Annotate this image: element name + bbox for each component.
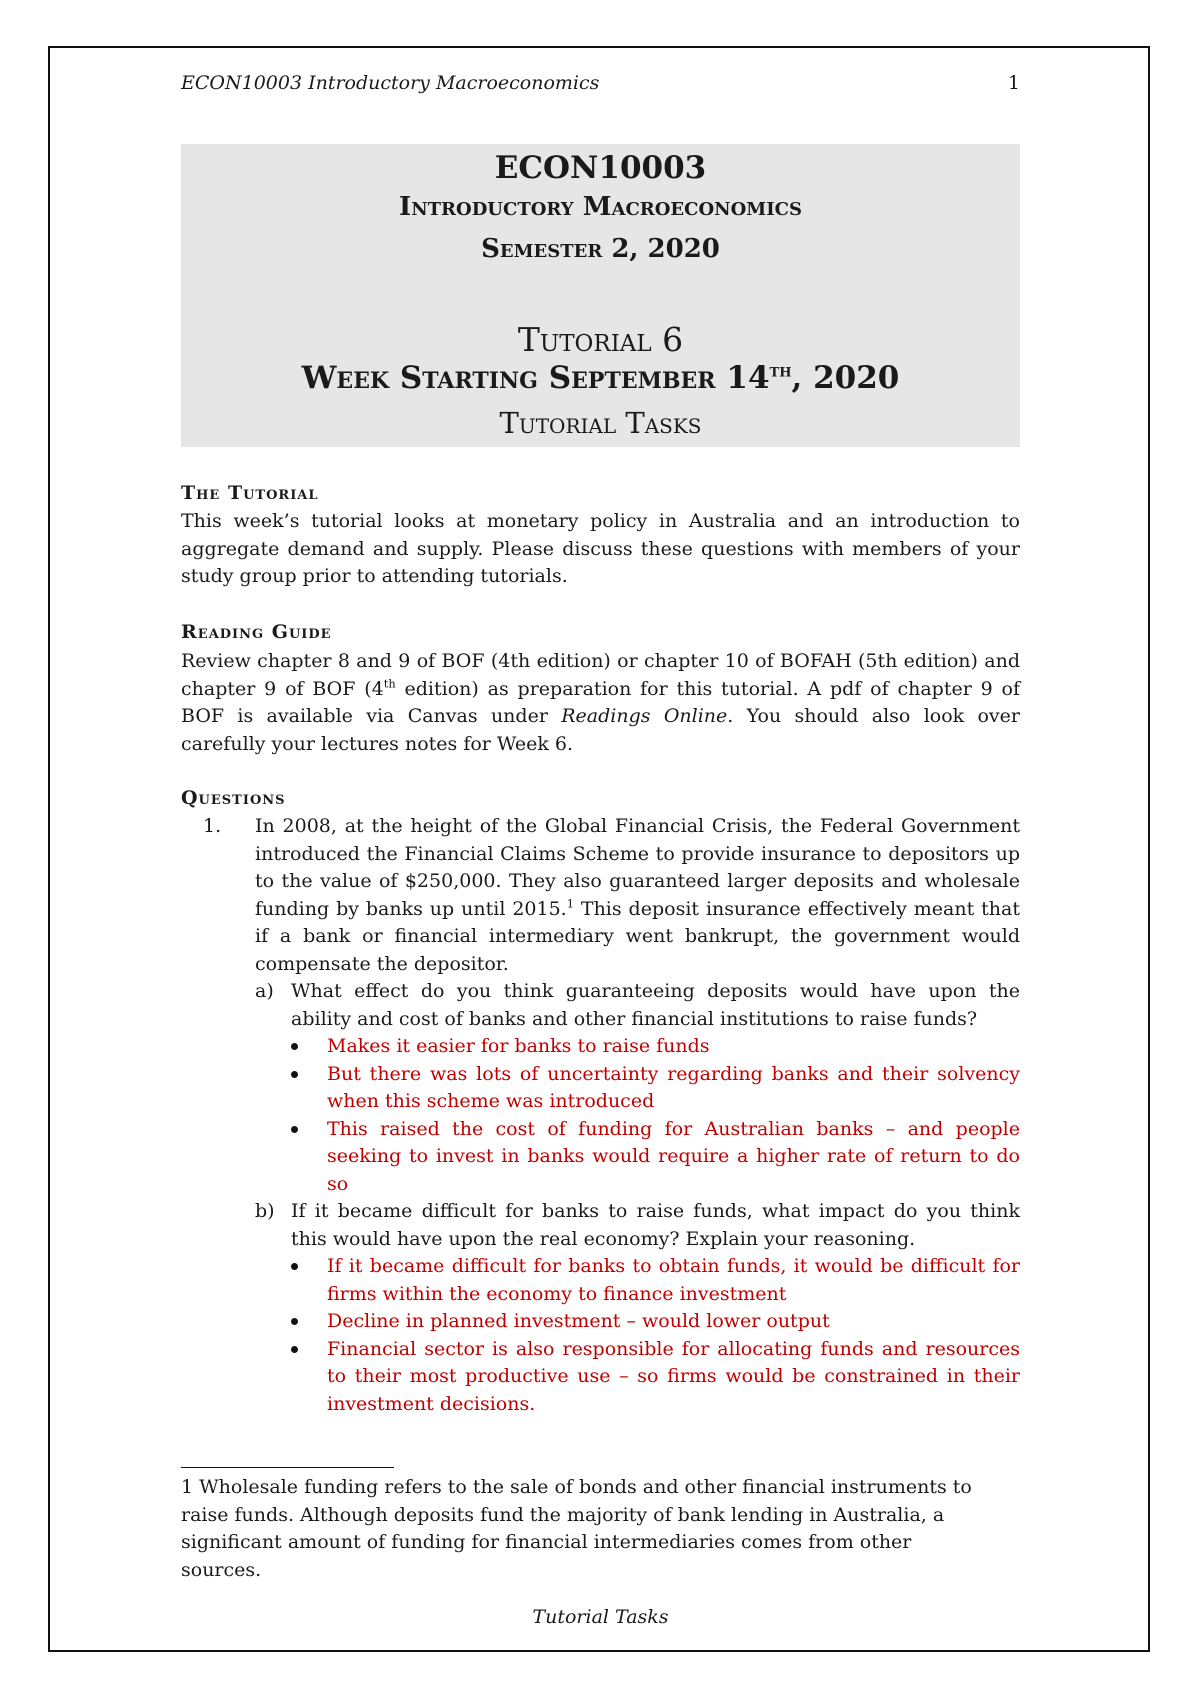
- footnote: 1 Wholesale funding refers to the sale of bonds and other financial instruments to raise funds. Although deposits fund the majority of bank lending in Australia, a significant amount of funding for financial intermediaries comes from other sources.: [181, 1476, 972, 1581]
- answer-item: [327, 1116, 1020, 1199]
- course-code: ECON10003: [494, 150, 707, 186]
- bullet-icon: [291, 1346, 298, 1353]
- week-sup: th: [769, 360, 792, 382]
- week-suffix: , 2020: [791, 360, 900, 396]
- running-footer: Tutorial Tasks: [532, 1606, 669, 1628]
- question-1: [181, 813, 1020, 1418]
- question-1a-text: What effect do you think guaranteeing deposits would have upon the ability and cost of banks and other financial institutions to raise funds?: [291, 980, 1020, 1030]
- answer-text: If it became difficult for banks to obtain funds, it would be difficult for firms within the economy to finance investment: [327, 1255, 1020, 1305]
- answer-text: But there was lots of uncertainty regarding banks and their solvency when this scheme was introduced: [327, 1062, 1020, 1112]
- title-box: [181, 144, 1020, 447]
- running-header-title: ECON10003 Introductory Macroeconomics: [181, 72, 600, 94]
- reading-guide-sup: th: [383, 676, 396, 691]
- week-prefix: Week Starting September 14: [301, 360, 770, 396]
- answer-item: [327, 1308, 1020, 1336]
- question-1b-text: If it became difficult for banks to raise funds, what impact do you think this would have upon the real economy? Explain your reasoning.: [291, 1200, 1020, 1250]
- answer-text: Financial sector is also responsible for allocating funds and resources to their most productive use – so firms would be constrained in their investment decisions.: [327, 1337, 1020, 1415]
- running-header: [181, 72, 1020, 94]
- tutorial-number: Tutorial 6: [517, 320, 684, 359]
- question-1a-label: a): [255, 980, 274, 1002]
- answer-item: [327, 1336, 1020, 1419]
- reading-guide-body: [181, 648, 1020, 758]
- course-name: Introductory Macroeconomics: [399, 192, 802, 222]
- question-1-number: 1.: [203, 815, 222, 837]
- reading-guide-part2: edition) as preparation for this tutorial. A pdf of chapter 9 of BOF is available via Canvas under: [181, 677, 1021, 727]
- answer-item: [327, 1061, 1020, 1116]
- question-1a: [255, 978, 1020, 1198]
- answer-text: Makes it easier for banks to raise funds: [327, 1035, 710, 1057]
- bullet-icon: [291, 1263, 298, 1270]
- questions-heading: Questions: [181, 787, 286, 809]
- bullet-icon: [291, 1126, 298, 1133]
- readings-online: Readings Online: [561, 705, 728, 727]
- reading-guide-part3: . You should also look over carefully your lectures notes for Week 6.: [181, 705, 1020, 755]
- page-number: 1: [1007, 72, 1020, 94]
- bullet-icon: [291, 1318, 298, 1325]
- reading-guide-heading: Reading Guide: [181, 621, 332, 643]
- bullet-icon: [291, 1071, 298, 1078]
- question-1-text: [255, 813, 1020, 978]
- week-starting: [181, 360, 1020, 396]
- the-tutorial-heading: The Tutorial: [181, 482, 319, 504]
- question-list: [181, 813, 1020, 1418]
- the-tutorial-body: This week’s tutorial looks at monetary policy in Australia and an introduction to aggregate demand and supply. Please discuss these questions with members of your study group prior to attending tutorials.: [181, 510, 1020, 587]
- answer-text: Decline in planned investment – would lower output: [327, 1310, 830, 1332]
- footnote-ref: 1: [566, 896, 574, 911]
- question-1a-answers: [327, 1033, 1020, 1198]
- bullet-icon: [291, 1043, 298, 1050]
- reading-guide-part1: Review chapter 8 and 9 of BOF (4th edition) or chapter 10 of BOFAH (5th edition) and chapter 9 of BOF (4: [181, 650, 1020, 700]
- question-1b: [255, 1198, 1020, 1418]
- answer-item: [327, 1253, 1020, 1308]
- question-1-text-part1: In 2008, at the height of the Global Financial Crisis, the Federal Government introduced the Financial Claims Scheme to provide insurance to depositors up to the value of $250,000. They also guaranteed larger deposits and wholesale funding by banks up until 2015.: [255, 815, 1020, 920]
- question-1-text-part2: This deposit insurance effectively meant that if a bank or financial intermediary went bankrupt, the government would compensate the depositor.: [255, 897, 1020, 975]
- question-1b-answers: [327, 1253, 1020, 1418]
- question-1b-label: b): [255, 1200, 275, 1222]
- footnote-divider: [181, 1467, 394, 1468]
- answer-text: This raised the cost of funding for Australian banks – and people seeking to invest in banks would require a higher rate of return to do so: [327, 1117, 1020, 1195]
- answer-item: [327, 1033, 1020, 1061]
- semester: Semester 2, 2020: [481, 234, 720, 264]
- tutorial-tasks-title: Tutorial Tasks: [499, 406, 702, 440]
